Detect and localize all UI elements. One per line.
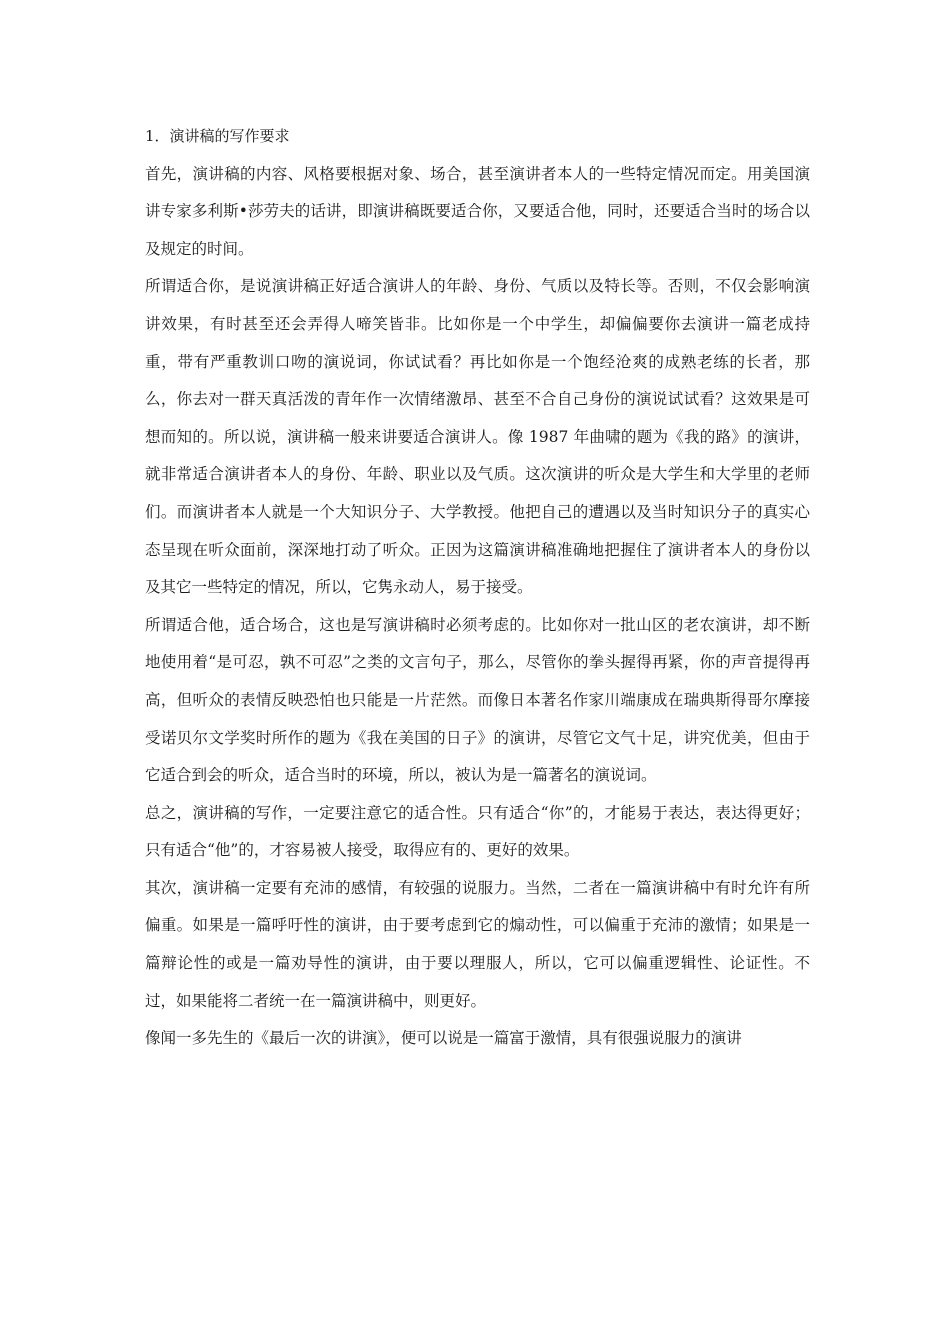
section-heading: 1．演讲稿的写作要求: [145, 127, 290, 145]
paragraph-summary: 总之，演讲稿的写作，一定要注意它的适合性。只有适合“你”的，才能易于表达，表达得更好；只有适合“他”的，才容易被人接受，取得应有的、更好的效果。: [145, 803, 810, 860]
paragraph-suit-him: 所谓适合他，适合场合，这也是写演讲稿时必须考虑的。比如你对一批山区的老农演讲，却不断地使用着“是可忍，孰不可忍”之类的文言句子，那么，尽管你的拳头握得再紧，你的声音提得再高，但听众的表情反映恐怕也只能是一片茫然。而像日本著名作家川端康成在瑞典斯得哥尔摩接受诺贝尔文学奖时所作的题为《我在美国的日子》的演讲，尽管它文气十足，讲究优美，但由于它适合到会的听众，适合当时的环境，所以，被认为是一篇著名的演说词。: [145, 615, 810, 785]
paragraph-example: 像闻一多先生的《最后一次的讲演》，便可以说是一篇富于激情，具有很强说服力的演讲: [145, 1029, 742, 1048]
document-body: [145, 118, 810, 1058]
paragraph-intro: 首先，演讲稿的内容、风格要根据对象、场合，甚至演讲者本人的一些特定情况而定。用美国演讲专家多利斯•莎劳夫的话讲，即演讲稿既要适合你，又要适合他，同时，还要适合当时的场合以及规定的时间。: [145, 164, 810, 258]
paragraph-suit-you: 所谓适合你，是说演讲稿正好适合演讲人的年龄、身份、气质以及特长等。否则，不仅会影响演讲效果，有时甚至还会弄得人啼笑皆非。比如你是一个中学生，却偏偏要你去演讲一篇老成持重，带有严重教训口吻的演说词，你试试看？再比如你是一个饱经沧爽的成熟老练的长者，那么，你去对一群天真活泼的青年作一次情绪激昂、甚至不合自己身份的演说试试看？这效果是可想而知的。所以说，演讲稿一般来讲要适合演讲人。像 1987 年曲啸的题为《我的路》的演讲，就非常适合演讲者本人的身份、年龄、职业以及气质。这次演讲的听众是大学生和大学里的老师们。而演讲者本人就是一个大知识分子、大学教授。他把自己的遭遇以及当时知识分子的真实心态呈现在听众面前，深深地打动了听众。正因为这篇演讲稿准确地把握住了演讲者本人的身份以及其它一些特定的情况，所以，它隽永动人，易于接受。: [145, 277, 810, 597]
paragraph-emotion: 其次，演讲稿一定要有充沛的感情，有较强的说服力。当然，二者在一篇演讲稿中有时允许有所偏重。如果是一篇呼吁性的演讲，由于要考虑到它的煽动性，可以偏重于充沛的激情；如果是一篇辩论性的或是一篇劝导性的演讲，由于要以理服人，所以，它可以偏重逻辑性、论证性。不过，如果能将二者统一在一篇演讲稿中，则更好。: [145, 878, 810, 1010]
